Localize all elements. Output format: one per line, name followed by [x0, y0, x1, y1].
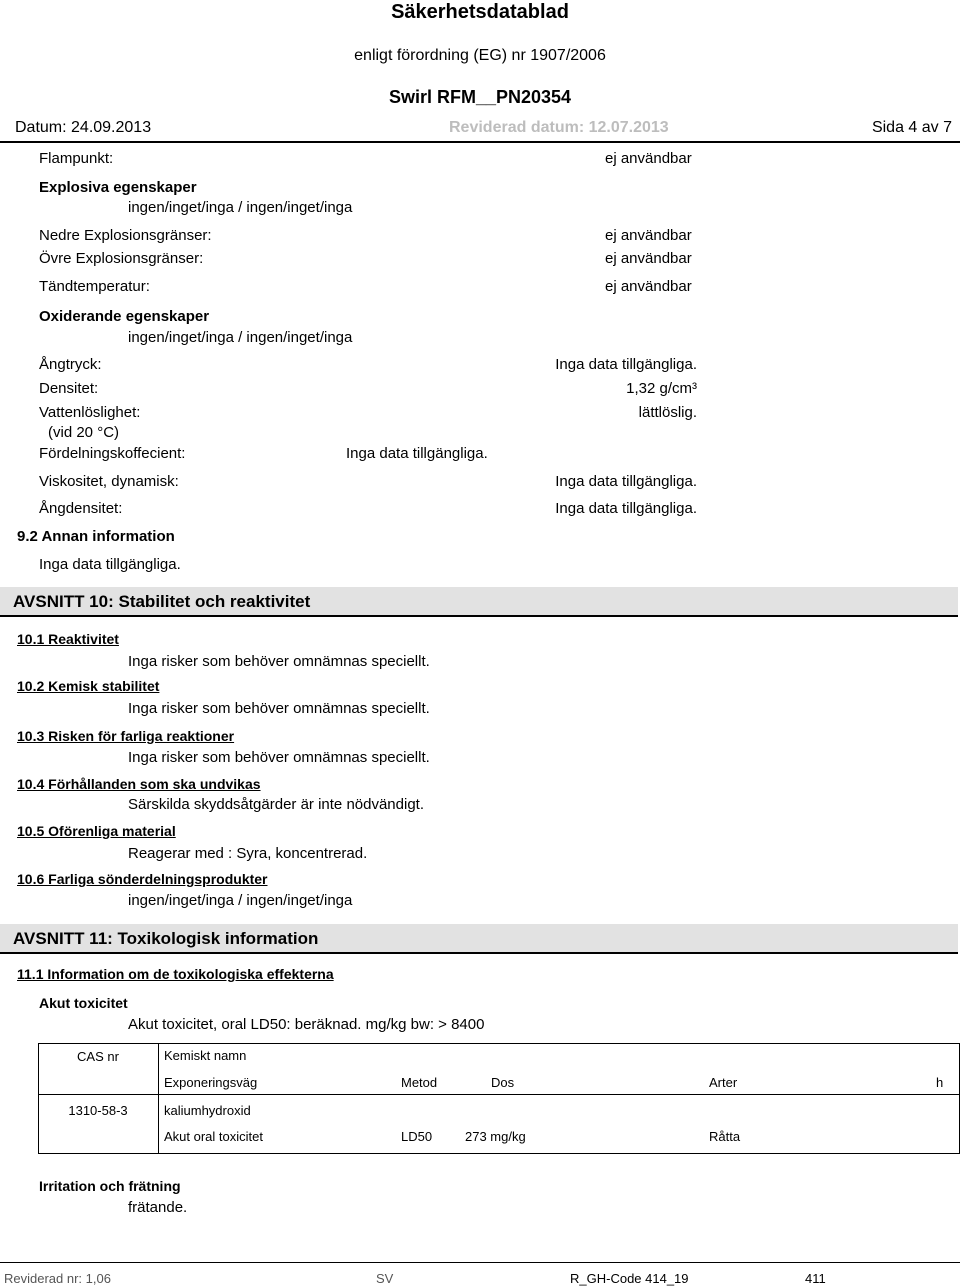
upper-explosion-value: ej användbar	[605, 250, 692, 267]
table-header-cas: CAS nr	[77, 1049, 119, 1064]
lower-explosion-label: Nedre Explosionsgränser:	[39, 227, 212, 244]
footer-rule	[0, 1262, 960, 1263]
vapour-density-label: Ångdensitet:	[39, 500, 123, 517]
viscosity-value: Inga data tillgängliga.	[555, 473, 697, 490]
revision-number: Reviderad nr: 1,06	[4, 1271, 111, 1286]
table-header-h: h	[936, 1075, 944, 1090]
lower-explosion-value: ej användbar	[605, 227, 692, 244]
stability-heading: 10.2 Kemisk stabilitet	[17, 678, 160, 694]
section-10-header	[0, 587, 958, 617]
table-cell-dose: 273 mg/kg	[465, 1129, 526, 1144]
explosive-heading: Explosiva egenskaper	[39, 179, 197, 196]
footer-number: 411	[805, 1271, 826, 1286]
incompatible-materials-heading: 10.5 Oförenliga material	[17, 823, 176, 839]
viscosity-label: Viskositet, dynamisk:	[39, 473, 179, 490]
irritation-value: frätande.	[128, 1199, 188, 1216]
density-label: Densitet:	[39, 380, 99, 397]
reactivity-text: Inga risker som behöver omnämnas speciellt.	[128, 653, 430, 670]
oxidizing-value: ingen/inget/inga / ingen/inget/inga	[128, 329, 353, 346]
reactivity-heading: 10.1 Reaktivitet	[17, 631, 119, 647]
explosive-value: ingen/inget/inga / ingen/inget/inga	[128, 199, 353, 216]
density-value: 1,32 g/cm³	[626, 380, 697, 397]
irritation-heading: Irritation och frätning	[39, 1178, 181, 1194]
incompatible-materials-text: Reagerar med : Syra, koncentrerad.	[128, 845, 368, 862]
regulation-subtitle: enligt förordning (EG) nr 1907/2006	[354, 47, 606, 64]
flashpoint-value: ej användbar	[605, 150, 692, 167]
table-cell-chemical-name: kaliumhydroxid	[164, 1103, 251, 1118]
other-info-heading: 9.2 Annan information	[17, 528, 175, 545]
decomposition-products-text: ingen/inget/inga / ingen/inget/inga	[128, 892, 353, 909]
table-header-dose: Dos	[491, 1075, 515, 1090]
ignition-value: ej användbar	[605, 278, 692, 295]
product-name: Swirl RFM__PN20354	[388, 87, 572, 107]
header-rule	[0, 141, 960, 143]
vapour-pressure-label: Ångtryck:	[39, 356, 102, 373]
hazardous-reactions-text: Inga risker som behöver omnämnas speciellt.	[128, 749, 430, 766]
solubility-label: Vattenlöslighet:	[39, 404, 141, 421]
document-code: R_GH-Code 414_19	[570, 1271, 689, 1286]
hazardous-reactions-heading: 10.3 Risken för farliga reaktioner	[17, 728, 235, 744]
table-cell-method: LD50	[401, 1129, 433, 1144]
section-11-header	[0, 924, 958, 954]
section-11-title: AVSNITT 11: Toxikologisk information	[13, 929, 319, 948]
partition-value: Inga data tillgängliga.	[346, 445, 488, 462]
table-column-divider	[158, 1043, 159, 1153]
table-cell-route: Akut oral toxicitet	[164, 1129, 263, 1144]
revision-date: Reviderad datum: 12.07.2013	[449, 119, 669, 136]
toxicological-effects-heading: 11.1 Information om de toxikologiska effekterna	[17, 966, 334, 982]
page-number: Sida 4 av 7	[871, 119, 952, 136]
solubility-value: lättlöslig.	[638, 404, 697, 421]
solubility-condition: (vid 20 °C)	[48, 424, 120, 441]
table-cell-species: Råtta	[709, 1129, 741, 1144]
flashpoint-label: Flampunkt:	[39, 150, 114, 167]
partition-label: Fördelningskoffecient:	[39, 445, 186, 462]
table-cell-cas: 1310-58-3	[68, 1103, 128, 1118]
acute-toxicity-text: Akut toxicitet, oral LD50: beräknad. mg/kg bw: > 8400	[128, 1016, 485, 1033]
table-header-route: Exponeringsväg	[164, 1075, 258, 1090]
table-header-method: Metod	[401, 1075, 438, 1090]
stability-text: Inga risker som behöver omnämnas speciellt.	[128, 700, 430, 717]
section-10-title: AVSNITT 10: Stabilitet och reaktivitet	[13, 592, 311, 611]
other-info-value: Inga data tillgängliga.	[39, 556, 181, 573]
oxidizing-heading: Oxiderande egenskaper	[39, 308, 210, 325]
upper-explosion-label: Övre Explosionsgränser:	[39, 250, 204, 267]
vapour-density-value: Inga data tillgängliga.	[555, 500, 697, 517]
acute-toxicity-heading: Akut toxicitet	[39, 995, 128, 1011]
decomposition-products-heading: 10.6 Farliga sönderdelningsprodukter	[17, 871, 268, 887]
table-header-chemical-name: Kemiskt namn	[164, 1048, 247, 1063]
vapour-pressure-value: Inga data tillgängliga.	[555, 356, 697, 373]
issue-date: Datum: 24.09.2013	[15, 119, 152, 136]
language-code: SV	[376, 1271, 394, 1286]
conditions-to-avoid-heading: 10.4 Förhållanden som ska undvikas	[17, 776, 261, 792]
ignition-label: Tändtemperatur:	[39, 278, 150, 295]
table-header-species: Arter	[709, 1075, 738, 1090]
document-title: Säkerhetsdatablad	[391, 1, 569, 23]
conditions-to-avoid-text: Särskilda skyddsåtgärder är inte nödvändigt.	[128, 796, 425, 813]
